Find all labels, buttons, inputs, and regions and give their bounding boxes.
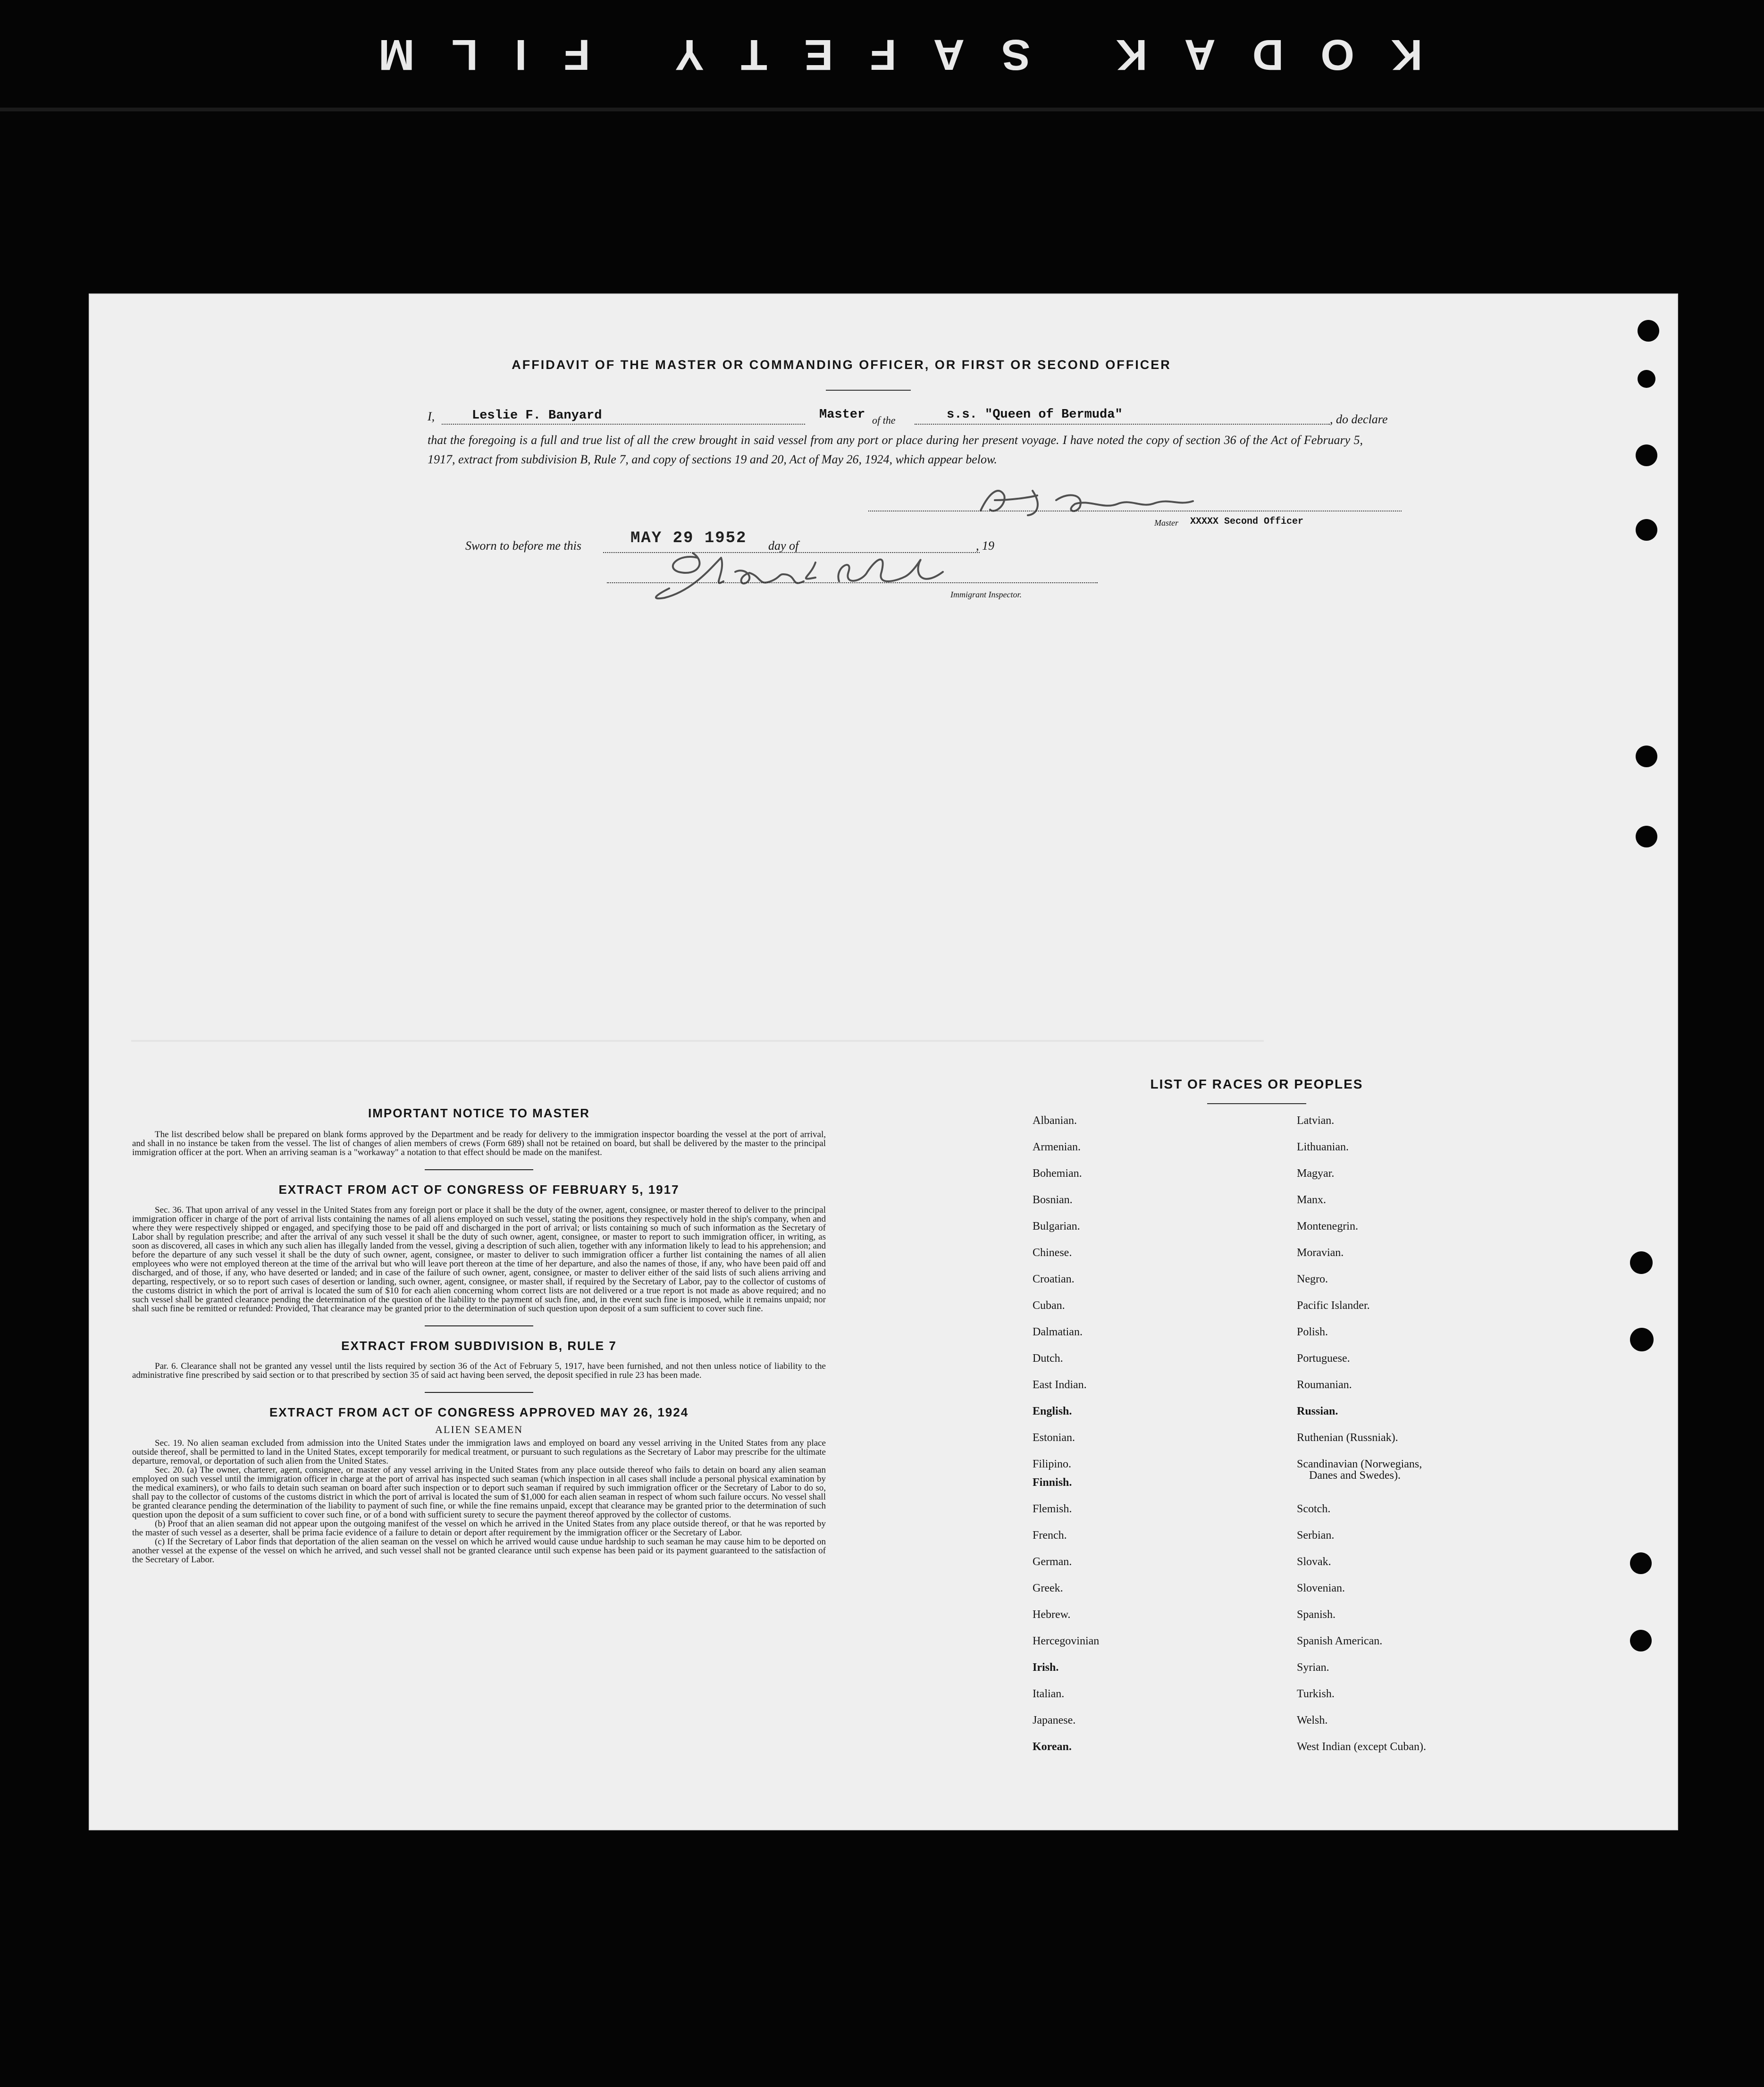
extract-1924-sec20a: Sec. 20. (a) The owner, charterer, agent, consignee, or master of any vessel arriving in the United States from any place outside thereof who fails to detain on board any alien seaman employed on such vessel until the immigration officer in charge at the port of arrival has inspected such seaman (which inspection in all cases shall include a personal physical examination by the medical examiners), or who fails to detain such seaman on board after such inspection or to deport such seaman if required by such immigration officer or the Secretary of Labor to do so, shall pay to the collector of customs of the customs district in which the port of arrival is located the sum of $1,000 for each alien seaman in respect of whom such failure occurs. No vessel shall be granted clearance pending the determination of the liability to payment of such fine, or while the fine remains unpaid, except that clearance may be granted prior to the determination of such question upon the deposit of a sum sufficient to cover such fine, or of a bond with sufficient surety to secure the payment thereof approved by the collector of customs.: [132, 1465, 826, 1520]
race-entry: Moravian.: [1297, 1247, 1344, 1259]
race-entry: Dutch.: [1033, 1352, 1063, 1365]
film-edge-marking: [0, 19, 1764, 90]
race-entry: Negro.: [1297, 1273, 1328, 1285]
extract-1917-title: EXTRACT FROM ACT OF CONGRESS OF FEBRUARY 5, 1917: [278, 1182, 680, 1197]
race-entry: Russian.: [1297, 1405, 1338, 1417]
race-entry: Scandinavian (Norwegians,: [1297, 1458, 1422, 1470]
race-entry: Flemish.: [1033, 1503, 1072, 1515]
race-entry: Slovak.: [1297, 1556, 1331, 1568]
race-entry: Dalmatian.: [1033, 1326, 1083, 1338]
race-entry: English.: [1033, 1405, 1072, 1417]
punch-hole: [1636, 444, 1657, 466]
extract-rule7-title: EXTRACT FROM SUBDIVISION B, RULE 7: [341, 1339, 617, 1353]
extract-rule7-text: Par. 6. Clearance shall not be granted any vessel until the lists required by section 36 of the Act of February 5, 1917, have been furnished, and not then unless notice of liability to the administrative fine prescribed by said section or to that prescribed by section 35 of said act having been served, the deposit specified in rule 23 has been made.: [132, 1361, 826, 1380]
race-entry: Bulgarian.: [1033, 1220, 1080, 1232]
extract-1924-sec20c: (c) If the Secretary of Labor finds that deportation of the alien seaman on the vessel on which he arrived would cause undue hardship to such seaman he may cause him to be deported on another vessel at the expense of the vessel on which he arrived, and such vessel shall not be granted clearance until such expense has been paid or its payment guaranteed to the satisfaction of the Secretary of Labor.: [132, 1537, 826, 1565]
master-sign-label: Master: [1154, 518, 1178, 528]
race-entry: Japanese.: [1033, 1714, 1076, 1727]
race-entry: German.: [1033, 1556, 1072, 1568]
race-entry: East Indian.: [1033, 1379, 1087, 1391]
title-rule: [826, 390, 911, 391]
extract-1917-text: Sec. 36. That upon arrival of any vessel in the United States from any foreign port or place it shall be the duty of the owner, agent, consignee, or master thereof to deliver to the principal immigration officer in charge of the port of arrival lists containing the names of all aliens employed on such vessel, stating the positions they respectively hold in the ship's company, when and where they were respectively shipped or engaged, and specifying those to be paid off and discharged in the port of arrival; or lists containing so much of such information as the Secretary of Labor shall by regulation prescribe; and after the arrival of any such vessel it shall be the duty of such owner, agent, consignee, or master to report to such immigration officer, in writing, as soon as discovered, all cases in which any such alien has illegally landed from the vessel, giving a description of such alien, together with any information likely to lead to his apprehension; and before the departure of any such vessel it shall be the duty of such owner, agent, consignee, or master to deliver to such immigration officer a further list containing the names of all alien employees who were not employed thereon at the time of the arrival but who will leave port thereon at the time of her departure, and also the names of those, if any, who have been paid off and discharged, and of those, if any, who have deserted or landed; and in case of the failure of such owner, agent, consignee, or master to deliver either of the said lists of such aliens arriving and departing, respectively, or so to report such cases of desertion or landing, such owner, agent, consignee, or master shall, if required by the Secretary of Labor, pay to the collector of customs of the customs district in which the port of arrival is located the sum of $10 for each alien concerning whom correct lists are not delivered or a true report is not made as above required; and no such vessel shall be granted clearance pending the determination of the question of the liability to the payment of such fine, and, in the event such fine is imposed, while it remains unpaid; nor shall such fine be remitted or refunded: Provided, That clearance may be granted prior to the determination of such question upon deposit of a sum sufficient to cover such fine.: [132, 1205, 826, 1314]
race-entry: Albanian.: [1033, 1115, 1077, 1127]
races-list-right: [1297, 1115, 1426, 1768]
races-title-rule: [1207, 1103, 1306, 1104]
punch-hole: [1630, 1328, 1654, 1351]
inspector-signature-line: [607, 582, 1098, 583]
race-entry: Ruthenian (Russniak).: [1297, 1432, 1398, 1444]
punch-hole: [1636, 519, 1657, 541]
date-stamp: MAY 29 1952: [630, 529, 747, 547]
punch-hole: [1636, 746, 1657, 767]
race-entry: Latvian.: [1297, 1115, 1335, 1127]
race-entry: Korean.: [1033, 1741, 1072, 1753]
extract-1924-sec19: Sec. 19. No alien seaman excluded from admission into the United States under the immigration laws and employed on board any vessel arriving in the United States from any place outside thereof, shall be permitted to land in the United States, except temporarily for medical treatment, or pursuant to such regulations as the Secretary of Labor may prescribe for the ultimate departure, removal, or deportation of such alien from the United States.: [132, 1438, 826, 1466]
section-divider: [425, 1392, 533, 1393]
vessel-line: [915, 424, 1330, 425]
name-line: [442, 424, 805, 425]
race-entry: Irish.: [1033, 1661, 1059, 1674]
race-entry: Bohemian.: [1033, 1167, 1082, 1180]
punch-hole: [1636, 826, 1657, 847]
officer-designation: XXXXX Second Officer: [1190, 516, 1304, 527]
document-sheet: [89, 293, 1678, 1830]
race-entry: Syrian.: [1297, 1661, 1329, 1674]
fold-mark: [131, 1040, 1264, 1042]
race-entry: Greek.: [1033, 1582, 1063, 1594]
race-entry: Cuban.: [1033, 1299, 1065, 1312]
do-declare-label: , do declare: [1330, 412, 1388, 426]
race-entry: Manx.: [1297, 1194, 1326, 1206]
race-entry: Italian.: [1033, 1688, 1065, 1700]
day-of-label: day of: [768, 539, 799, 553]
extract-1924-subtitle: ALIEN SEAMEN: [435, 1424, 523, 1435]
race-entry: Spanish American.: [1297, 1635, 1383, 1647]
affidavit-body: that the foregoing is a full and true list of all the crew brought in said vessel from any port or place during her present voyage. I have noted the copy of section 36 of the Act of February 5, 1917, extract from subdivision B, Rule 7, and copy of sections 19 and 20, Act of May 26, 1924, which appear below.: [428, 433, 1363, 466]
race-entry: Finnish.: [1033, 1476, 1072, 1489]
race-entry: Roumanian.: [1297, 1379, 1352, 1391]
punch-hole: [1630, 1251, 1653, 1274]
master-signature: [962, 481, 1221, 524]
race-entry: Filipino.: [1033, 1458, 1072, 1470]
race-entry: Slovenian.: [1297, 1582, 1345, 1594]
legal-extracts: [132, 1106, 826, 1564]
punch-hole: [1638, 370, 1655, 388]
race-entry: Bosnian.: [1033, 1194, 1073, 1206]
notice-title: IMPORTANT NOTICE TO MASTER: [368, 1106, 590, 1120]
race-entry: Croatian.: [1033, 1273, 1075, 1285]
race-entry: Montenegrin.: [1297, 1220, 1358, 1232]
sworn-label: Sworn to before me this: [465, 539, 582, 553]
punch-hole: [1638, 320, 1659, 342]
affidavit-title: AFFIDAVIT OF THE MASTER OR COMMANDING OFFICER, OR FIRST OR SECOND OFFICER: [512, 358, 1171, 372]
of-the-label: of the: [872, 414, 896, 426]
race-entry: Hebrew.: [1033, 1609, 1071, 1621]
race-entry: Pacific Islander.: [1297, 1299, 1370, 1312]
punch-hole: [1630, 1630, 1652, 1651]
race-entry: Portuguese.: [1297, 1352, 1350, 1365]
extract-1924-title: EXTRACT FROM ACT OF CONGRESS APPROVED MAY 26, 1924: [269, 1405, 689, 1419]
race-entry: Estonian.: [1033, 1432, 1075, 1444]
race-entry: Spanish.: [1297, 1609, 1336, 1621]
year-label: , 19: [976, 539, 994, 553]
race-entry: Welsh.: [1297, 1714, 1328, 1727]
race-entry: Scotch.: [1297, 1503, 1331, 1515]
races-title: LIST OF RACES OR PEOPLES: [1150, 1077, 1363, 1091]
race-entry: Chinese.: [1033, 1247, 1072, 1259]
vessel-name: s.s. "Queen of Bermuda": [947, 408, 1123, 422]
punch-hole: [1630, 1552, 1652, 1574]
race-entry: Magyar.: [1297, 1167, 1335, 1180]
races-list-left: [1033, 1115, 1099, 1768]
race-entry: Hercegovinian: [1033, 1635, 1100, 1647]
race-entry: Armenian.: [1033, 1141, 1081, 1153]
race-entry: Serbian.: [1297, 1529, 1335, 1542]
notice-text: The list described below shall be prepared on blank forms approved by the Department and be ready for delivery to the immigration inspector boarding the vessel at the port of arrival, and shall in no instance be taken from the vessel. The list of changes of alien members of crews (Form 689) shall not be retained on board, but shall be delivered by the master to the principal immigration officer at the port. When an arriving seaman is a "workaway" a notation to that effect should be made on the manifest.: [132, 1130, 826, 1157]
race-entry: Lithuanian.: [1297, 1141, 1349, 1153]
race-entry: Danes and Swedes).: [1309, 1469, 1401, 1482]
master-name: Leslie F. Banyard: [472, 409, 602, 423]
section-divider: [425, 1325, 533, 1326]
inspector-signature: [641, 544, 971, 605]
master-rank: Master: [819, 408, 865, 422]
affidavit-i-label: I,: [428, 410, 435, 423]
film-edge-line: [0, 108, 1764, 111]
inspector-label: Immigrant Inspector.: [950, 590, 1022, 599]
film-edge-text: KODAK SAFETY FILM: [341, 30, 1423, 79]
race-entry: Turkish.: [1297, 1688, 1335, 1700]
section-divider: [425, 1169, 533, 1170]
extract-1924-sec20b: (b) Proof that an alien seaman did not appear upon the outgoing manifest of the vessel on which he arrived in the United States from any place outside thereof, or that he was reported by the master of such vessel as a deserter, shall be prima facie evidence of a failure to detain or deport after requirement by the immigration officer or the Secretary of Labor.: [132, 1519, 826, 1538]
race-entry: Polish.: [1297, 1326, 1328, 1338]
race-entry: West Indian (except Cuban).: [1297, 1741, 1426, 1753]
race-entry: French.: [1033, 1529, 1067, 1542]
